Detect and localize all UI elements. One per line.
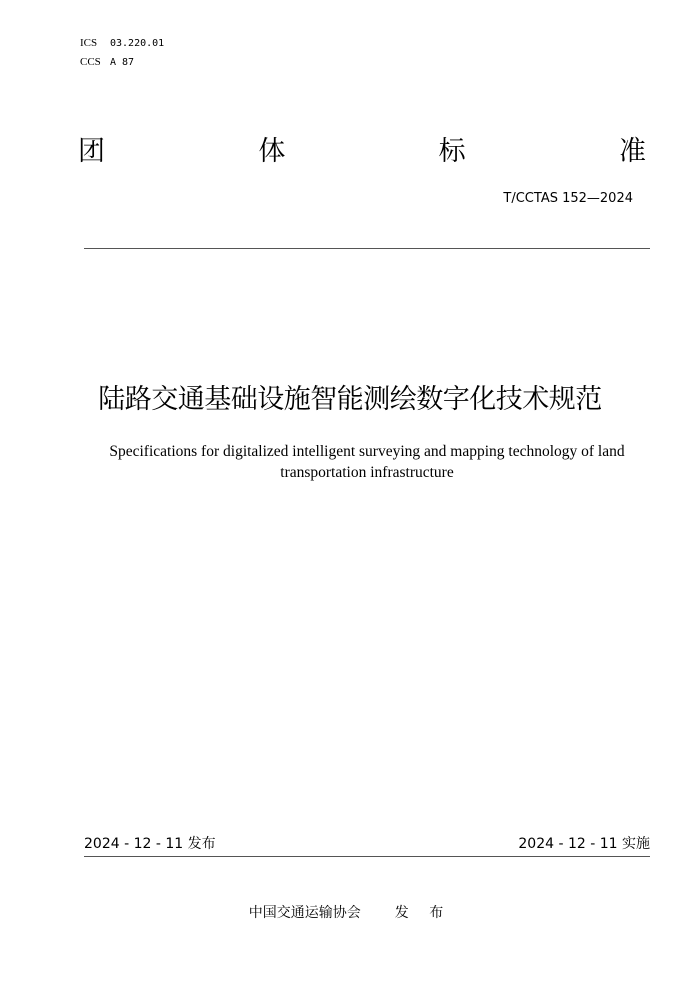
- ics-value: 03.220.01: [110, 38, 165, 49]
- ccs-label: CCS: [80, 56, 101, 68]
- publish-date: 2024 - 12 - 11 发布: [84, 836, 216, 852]
- ccs-code: [80, 53, 164, 72]
- date-row: [84, 834, 650, 854]
- document-title-chinese: 陆路交通基础设施智能测绘数字化技术规范: [98, 384, 602, 415]
- standard-type-char: 团: [78, 136, 105, 167]
- top-divider: [84, 248, 650, 249]
- ics-label: ICS: [80, 37, 98, 49]
- implement-date: 2024 - 12 - 11 实施: [518, 836, 650, 852]
- issuer-line: [0, 902, 700, 924]
- issuer-action: 发 布: [394, 905, 452, 921]
- standard-type-heading: [78, 134, 646, 170]
- document-title-english: [90, 441, 644, 483]
- standard-type-char: 体: [258, 136, 286, 167]
- issuer-name: 中国交通运输协会: [248, 905, 361, 921]
- standard-number: T/CCTAS 152—2024: [503, 191, 633, 206]
- classification-codes: [80, 34, 164, 72]
- standard-type-char: 标: [438, 136, 466, 167]
- bottom-divider: [84, 856, 650, 857]
- title-en-line: Specifications for digitalized intelligent surveying and mapping technology of land: [109, 443, 625, 460]
- standard-type-char: 准: [618, 136, 646, 167]
- ccs-value: A 87: [110, 57, 135, 68]
- ics-code: [80, 34, 164, 53]
- title-en-line: transportation infrastructure: [280, 464, 454, 481]
